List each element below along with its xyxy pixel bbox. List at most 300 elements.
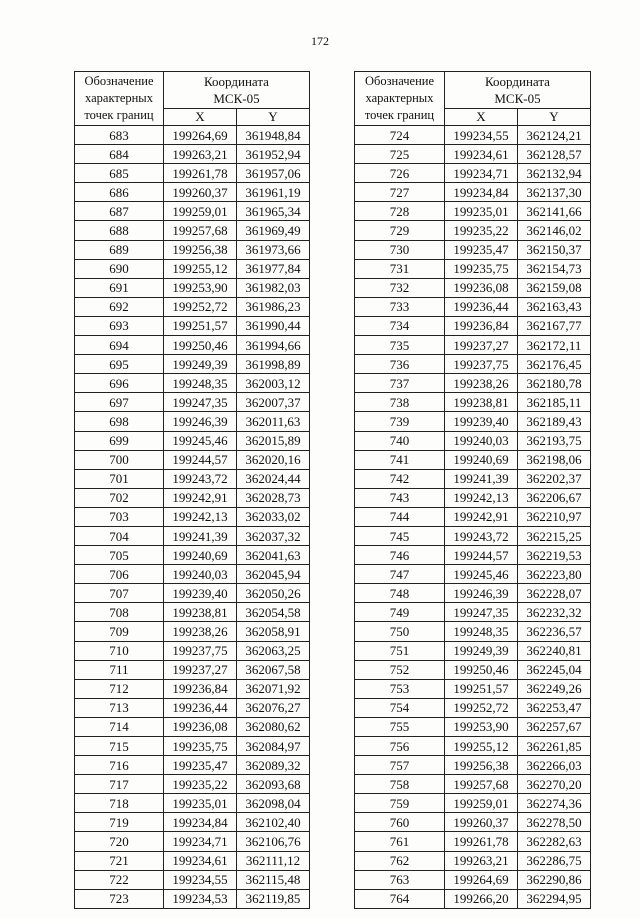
y-coordinate-cell: 362294,95: [518, 889, 591, 908]
coordinate-system-header: [164, 72, 310, 109]
x-coordinate-cell: 199240,03: [445, 431, 518, 450]
y-coordinate-cell: 361994,66: [237, 336, 310, 355]
x-coordinate-cell: 199236,44: [445, 297, 518, 316]
x-coordinate-cell: 199253,90: [164, 278, 237, 297]
y-coordinate-cell: 361990,44: [237, 316, 310, 335]
x-coordinate-cell: 199236,08: [164, 717, 237, 736]
y-coordinate-cell: 362219,53: [518, 546, 591, 565]
point-id-cell: 732: [355, 278, 445, 297]
y-coordinate-cell: 362172,11: [518, 336, 591, 355]
x-coordinate-cell: 199252,72: [445, 698, 518, 717]
x-coordinate-cell: 199238,81: [445, 393, 518, 412]
table-row: [355, 717, 591, 736]
x-coordinate-cell: 199235,22: [445, 221, 518, 240]
y-coordinate-cell: 362290,86: [518, 870, 591, 889]
point-id-cell: 764: [355, 889, 445, 908]
point-id-cell: 711: [75, 660, 164, 679]
point-id-cell: 713: [75, 698, 164, 717]
point-id-cell: 760: [355, 813, 445, 832]
table-row: [75, 393, 310, 412]
x-coordinate-cell: 199246,39: [164, 412, 237, 431]
x-coordinate-cell: 199248,35: [445, 622, 518, 641]
y-coordinate-cell: 362206,67: [518, 488, 591, 507]
table-row: [75, 832, 310, 851]
table-row: [355, 660, 591, 679]
y-coordinate-cell: 362232,32: [518, 603, 591, 622]
y-coordinate-cell: 362240,81: [518, 641, 591, 660]
y-coordinate-cell: 362202,37: [518, 469, 591, 488]
x-coordinate-cell: 199238,26: [164, 622, 237, 641]
x-coordinate-cell: 199242,91: [164, 488, 237, 507]
table-row: [75, 526, 310, 545]
point-id-cell: 699: [75, 431, 164, 450]
y-coordinate-cell: 362003,12: [237, 374, 310, 393]
x-coordinate-cell: 199240,03: [164, 565, 237, 584]
y-coordinate-cell: 362193,75: [518, 431, 591, 450]
y-coordinate-cell: 361969,49: [237, 221, 310, 240]
table-row: [75, 603, 310, 622]
y-coordinate-cell: 362223,80: [518, 565, 591, 584]
point-id-cell: 762: [355, 851, 445, 870]
y-coordinate-cell: 362261,85: [518, 737, 591, 756]
point-id-cell: 703: [75, 507, 164, 526]
x-coordinate-cell: 199236,84: [164, 679, 237, 698]
table-row: [75, 126, 310, 145]
y-coordinate-cell: 362084,97: [237, 737, 310, 756]
table-row: [75, 507, 310, 526]
y-coordinate-cell: 362249,26: [518, 679, 591, 698]
point-id-cell: 702: [75, 488, 164, 507]
y-coordinate-cell: 362189,43: [518, 412, 591, 431]
y-coordinate-cell: 362167,77: [518, 316, 591, 335]
x-coordinate-cell: 199238,26: [445, 374, 518, 393]
y-coordinate-cell: 362132,94: [518, 164, 591, 183]
point-id-cell: 756: [355, 737, 445, 756]
point-id-cell: 754: [355, 698, 445, 717]
y-coordinate-cell: 362146,02: [518, 221, 591, 240]
point-id-cell: 759: [355, 794, 445, 813]
table-row: [355, 546, 591, 565]
point-id-cell: 707: [75, 584, 164, 603]
y-coordinate-cell: 362163,43: [518, 297, 591, 316]
table-row: [355, 851, 591, 870]
table-row: [355, 297, 591, 316]
point-id-cell: 739: [355, 412, 445, 431]
y-coordinate-cell: 362024,44: [237, 469, 310, 488]
table-row: [355, 240, 591, 259]
table-row: [75, 870, 310, 889]
x-coordinate-cell: 199235,01: [445, 202, 518, 221]
point-id-cell: 750: [355, 622, 445, 641]
point-id-cell: 704: [75, 526, 164, 545]
table-row: [355, 584, 591, 603]
table-row: [75, 584, 310, 603]
point-id-cell: 728: [355, 202, 445, 221]
table-row: [355, 889, 591, 908]
x-coordinate-cell: 199248,35: [164, 374, 237, 393]
point-id-cell: 706: [75, 565, 164, 584]
x-column-header: X: [164, 108, 237, 125]
x-coordinate-cell: 199234,61: [445, 145, 518, 164]
table-row: [75, 145, 310, 164]
point-id-cell: 722: [75, 870, 164, 889]
x-coordinate-cell: 199259,01: [445, 794, 518, 813]
table-row: [355, 870, 591, 889]
table-row: [75, 717, 310, 736]
x-column-header: X: [445, 108, 518, 125]
point-id-cell: 688: [75, 221, 164, 240]
table-row: [75, 336, 310, 355]
table-row: [355, 183, 591, 202]
x-coordinate-cell: 199234,71: [445, 164, 518, 183]
table-row: [355, 259, 591, 278]
y-coordinate-cell: 362063,25: [237, 641, 310, 660]
coordinates-table-left-body: [75, 126, 310, 909]
point-id-cell: 747: [355, 565, 445, 584]
x-coordinate-cell: 199235,01: [164, 794, 237, 813]
table-row: [355, 126, 591, 145]
point-id-cell: 758: [355, 775, 445, 794]
point-id-cell: 753: [355, 679, 445, 698]
table-row: [75, 794, 310, 813]
y-coordinate-cell: 362180,78: [518, 374, 591, 393]
table-row: [75, 546, 310, 565]
table-row: [355, 488, 591, 507]
x-coordinate-cell: 199242,13: [445, 488, 518, 507]
point-id-cell: 745: [355, 526, 445, 545]
table-row: [75, 737, 310, 756]
point-id-cell: 692: [75, 297, 164, 316]
y-coordinate-cell: 362124,21: [518, 126, 591, 145]
x-coordinate-cell: 199244,57: [445, 546, 518, 565]
table-row: [75, 374, 310, 393]
x-coordinate-cell: 199234,71: [164, 832, 237, 851]
y-coordinate-cell: 362102,40: [237, 813, 310, 832]
y-coordinate-cell: 362089,32: [237, 756, 310, 775]
x-coordinate-cell: 199245,46: [164, 431, 237, 450]
x-coordinate-cell: 199237,27: [445, 336, 518, 355]
y-coordinate-cell: 362106,76: [237, 832, 310, 851]
coordinate-header-line-1: Координата: [204, 73, 269, 89]
table-row: [355, 393, 591, 412]
table-row: [75, 278, 310, 297]
table-row: [355, 316, 591, 335]
table-row: [355, 622, 591, 641]
point-id-cell: 694: [75, 336, 164, 355]
coordinates-table-right: [354, 71, 591, 909]
point-id-cell: 721: [75, 851, 164, 870]
x-coordinate-cell: 199242,91: [445, 507, 518, 526]
point-id-cell: 748: [355, 584, 445, 603]
x-coordinate-cell: 199236,44: [164, 698, 237, 717]
x-coordinate-cell: 199236,08: [445, 278, 518, 297]
table-row: [75, 431, 310, 450]
table-row: [355, 641, 591, 660]
x-coordinate-cell: 199238,81: [164, 603, 237, 622]
x-coordinate-cell: 199247,35: [445, 603, 518, 622]
y-coordinate-cell: 362176,45: [518, 355, 591, 374]
y-coordinate-cell: 362278,50: [518, 813, 591, 832]
y-coordinate-cell: 362007,37: [237, 393, 310, 412]
table-row: [355, 145, 591, 164]
y-coordinate-cell: 362058,91: [237, 622, 310, 641]
table-row: [75, 221, 310, 240]
y-coordinate-cell: 362080,62: [237, 717, 310, 736]
point-id-cell: 736: [355, 355, 445, 374]
y-coordinate-cell: 362054,58: [237, 603, 310, 622]
point-id-cell: 716: [75, 756, 164, 775]
y-coordinate-cell: 362286,75: [518, 851, 591, 870]
y-coordinate-cell: 362150,37: [518, 240, 591, 259]
point-id-cell: 705: [75, 546, 164, 565]
table-row: [75, 813, 310, 832]
x-coordinate-cell: 199263,21: [445, 851, 518, 870]
point-id-cell: 749: [355, 603, 445, 622]
y-coordinate-cell: 362159,08: [518, 278, 591, 297]
point-id-cell: 714: [75, 717, 164, 736]
x-coordinate-cell: 199235,47: [445, 240, 518, 259]
table-row: [75, 164, 310, 183]
table-row: [355, 336, 591, 355]
x-coordinate-cell: 199235,47: [164, 756, 237, 775]
y-coordinate-cell: 361973,66: [237, 240, 310, 259]
table-row: [75, 297, 310, 316]
y-column-header: Y: [237, 108, 310, 125]
table-row: [75, 469, 310, 488]
table-row: [355, 794, 591, 813]
y-coordinate-cell: 362045,94: [237, 565, 310, 584]
x-coordinate-cell: 199249,39: [445, 641, 518, 660]
table-row: [355, 526, 591, 545]
coordinates-table-right-body: [355, 126, 591, 909]
point-id-cell: 737: [355, 374, 445, 393]
table-row: [355, 412, 591, 431]
y-coordinate-cell: 362185,11: [518, 393, 591, 412]
x-coordinate-cell: 199251,57: [164, 316, 237, 335]
x-coordinate-cell: 199252,72: [164, 297, 237, 316]
x-coordinate-cell: 199253,90: [445, 717, 518, 736]
point-id-cell: 709: [75, 622, 164, 641]
y-coordinate-cell: 362098,04: [237, 794, 310, 813]
point-id-cell: 741: [355, 450, 445, 469]
point-id-cell: 757: [355, 756, 445, 775]
point-id-cell: 697: [75, 393, 164, 412]
x-coordinate-cell: 199245,46: [445, 565, 518, 584]
id-header-line-3: точек границ: [84, 108, 154, 122]
table-row: [355, 775, 591, 794]
table-row: [75, 756, 310, 775]
x-coordinate-cell: 199257,68: [445, 775, 518, 794]
y-coordinate-cell: 362011,63: [237, 412, 310, 431]
y-coordinate-cell: 362137,30: [518, 183, 591, 202]
point-id-cell: 726: [355, 164, 445, 183]
x-coordinate-cell: 199244,57: [164, 450, 237, 469]
table-row: [75, 355, 310, 374]
y-coordinate-cell: 362093,68: [237, 775, 310, 794]
y-coordinate-cell: 362015,89: [237, 431, 310, 450]
y-coordinate-cell: 362245,04: [518, 660, 591, 679]
x-coordinate-cell: 199239,40: [164, 584, 237, 603]
point-id-cell: 735: [355, 336, 445, 355]
table-row: [355, 565, 591, 584]
x-coordinate-cell: 199260,37: [445, 813, 518, 832]
x-coordinate-cell: 199249,39: [164, 355, 237, 374]
y-coordinate-cell: 362119,85: [237, 889, 310, 908]
table-row: [355, 507, 591, 526]
point-id-cell: 738: [355, 393, 445, 412]
point-id-cell: 691: [75, 278, 164, 297]
table-row: [75, 316, 310, 335]
id-header-line-1: Обозначение: [84, 74, 154, 88]
x-coordinate-cell: 199240,69: [164, 546, 237, 565]
y-coordinate-cell: 361965,34: [237, 202, 310, 221]
y-coordinate-cell: 362210,97: [518, 507, 591, 526]
x-coordinate-cell: 199259,01: [164, 202, 237, 221]
point-id-cell: 727: [355, 183, 445, 202]
y-coordinate-cell: 361977,84: [237, 259, 310, 278]
x-coordinate-cell: 199255,12: [164, 259, 237, 278]
x-coordinate-cell: 199266,20: [445, 889, 518, 908]
y-coordinate-cell: 362236,57: [518, 622, 591, 641]
y-coordinate-cell: 362270,20: [518, 775, 591, 794]
boundary-point-id-header: [355, 72, 445, 126]
x-coordinate-cell: 199236,84: [445, 316, 518, 335]
table-row: [75, 202, 310, 221]
point-id-cell: 752: [355, 660, 445, 679]
y-coordinate-cell: 362050,26: [237, 584, 310, 603]
x-coordinate-cell: 199235,75: [164, 737, 237, 756]
x-coordinate-cell: 199234,61: [164, 851, 237, 870]
table-row: [75, 622, 310, 641]
y-coordinate-cell: 362274,36: [518, 794, 591, 813]
point-id-cell: 719: [75, 813, 164, 832]
y-coordinate-cell: 361952,94: [237, 145, 310, 164]
point-id-cell: 685: [75, 164, 164, 183]
table-row: [75, 412, 310, 431]
table-row: [355, 164, 591, 183]
point-id-cell: 734: [355, 316, 445, 335]
y-coordinate-cell: 362253,47: [518, 698, 591, 717]
point-id-cell: 731: [355, 259, 445, 278]
table-row: [75, 565, 310, 584]
x-coordinate-cell: 199255,12: [445, 737, 518, 756]
x-coordinate-cell: 199235,75: [445, 259, 518, 278]
point-id-cell: 695: [75, 355, 164, 374]
y-coordinate-cell: 362115,48: [237, 870, 310, 889]
point-id-cell: 683: [75, 126, 164, 145]
y-coordinate-cell: 362067,58: [237, 660, 310, 679]
table-row: [355, 756, 591, 775]
x-coordinate-cell: 199250,46: [164, 336, 237, 355]
table-row: [75, 889, 310, 908]
y-coordinate-cell: 362028,73: [237, 488, 310, 507]
x-coordinate-cell: 199234,84: [164, 813, 237, 832]
id-header-line-2: характерных: [85, 91, 153, 105]
table-row: [75, 698, 310, 717]
table-row: [75, 660, 310, 679]
coordinate-header-line-2: МСК-05: [213, 90, 260, 106]
table-row: [75, 488, 310, 507]
point-id-cell: 724: [355, 126, 445, 145]
point-id-cell: 723: [75, 889, 164, 908]
table-row: [355, 431, 591, 450]
table-row: [75, 851, 310, 870]
table-row: [75, 259, 310, 278]
x-coordinate-cell: 199234,55: [445, 126, 518, 145]
y-coordinate-cell: 361986,23: [237, 297, 310, 316]
point-id-cell: 740: [355, 431, 445, 450]
x-coordinate-cell: 199243,72: [164, 469, 237, 488]
table-row: [355, 832, 591, 851]
y-coordinate-cell: 362071,92: [237, 679, 310, 698]
x-coordinate-cell: 199250,46: [445, 660, 518, 679]
point-id-cell: 686: [75, 183, 164, 202]
coordinate-header-line-1: Координата: [485, 73, 550, 89]
x-coordinate-cell: 199261,78: [445, 832, 518, 851]
point-id-cell: 710: [75, 641, 164, 660]
table-row: [75, 775, 310, 794]
x-coordinate-cell: 199264,69: [164, 126, 237, 145]
x-coordinate-cell: 199241,39: [164, 526, 237, 545]
table-row: [355, 603, 591, 622]
boundary-point-id-header: [75, 72, 164, 126]
x-coordinate-cell: 199234,84: [445, 183, 518, 202]
y-coordinate-cell: 362154,73: [518, 259, 591, 278]
y-coordinate-cell: 361998,89: [237, 355, 310, 374]
point-id-cell: 742: [355, 469, 445, 488]
table-row: [355, 679, 591, 698]
point-id-cell: 717: [75, 775, 164, 794]
x-coordinate-cell: 199260,37: [164, 183, 237, 202]
table-row: [355, 698, 591, 717]
x-coordinate-cell: 199256,38: [164, 240, 237, 259]
table-row: [355, 355, 591, 374]
point-id-cell: 701: [75, 469, 164, 488]
x-coordinate-cell: 199243,72: [445, 526, 518, 545]
point-id-cell: 729: [355, 221, 445, 240]
page-number: 172: [311, 34, 329, 48]
y-coordinate-cell: 361948,84: [237, 126, 310, 145]
coordinates-table-left: [74, 71, 310, 909]
x-coordinate-cell: 199234,55: [164, 870, 237, 889]
point-id-cell: 763: [355, 870, 445, 889]
x-coordinate-cell: 199241,39: [445, 469, 518, 488]
x-coordinate-cell: 199235,22: [164, 775, 237, 794]
y-coordinate-cell: 362037,32: [237, 526, 310, 545]
coordinate-system-header: [445, 72, 591, 109]
y-coordinate-cell: 362266,03: [518, 756, 591, 775]
y-coordinate-cell: 362215,25: [518, 526, 591, 545]
point-id-cell: 718: [75, 794, 164, 813]
x-coordinate-cell: 199263,21: [164, 145, 237, 164]
y-coordinate-cell: 362141,66: [518, 202, 591, 221]
x-coordinate-cell: 199246,39: [445, 584, 518, 603]
point-id-cell: 684: [75, 145, 164, 164]
point-id-cell: 700: [75, 450, 164, 469]
table-row: [355, 202, 591, 221]
point-id-cell: 696: [75, 374, 164, 393]
point-id-cell: 733: [355, 297, 445, 316]
x-coordinate-cell: 199237,75: [164, 641, 237, 660]
x-coordinate-cell: 199234,53: [164, 889, 237, 908]
x-coordinate-cell: 199251,57: [445, 679, 518, 698]
table-row: [75, 183, 310, 202]
y-column-header: Y: [518, 108, 591, 125]
point-id-cell: 730: [355, 240, 445, 259]
table-row: [75, 679, 310, 698]
x-coordinate-cell: 199239,40: [445, 412, 518, 431]
y-coordinate-cell: 362128,57: [518, 145, 591, 164]
